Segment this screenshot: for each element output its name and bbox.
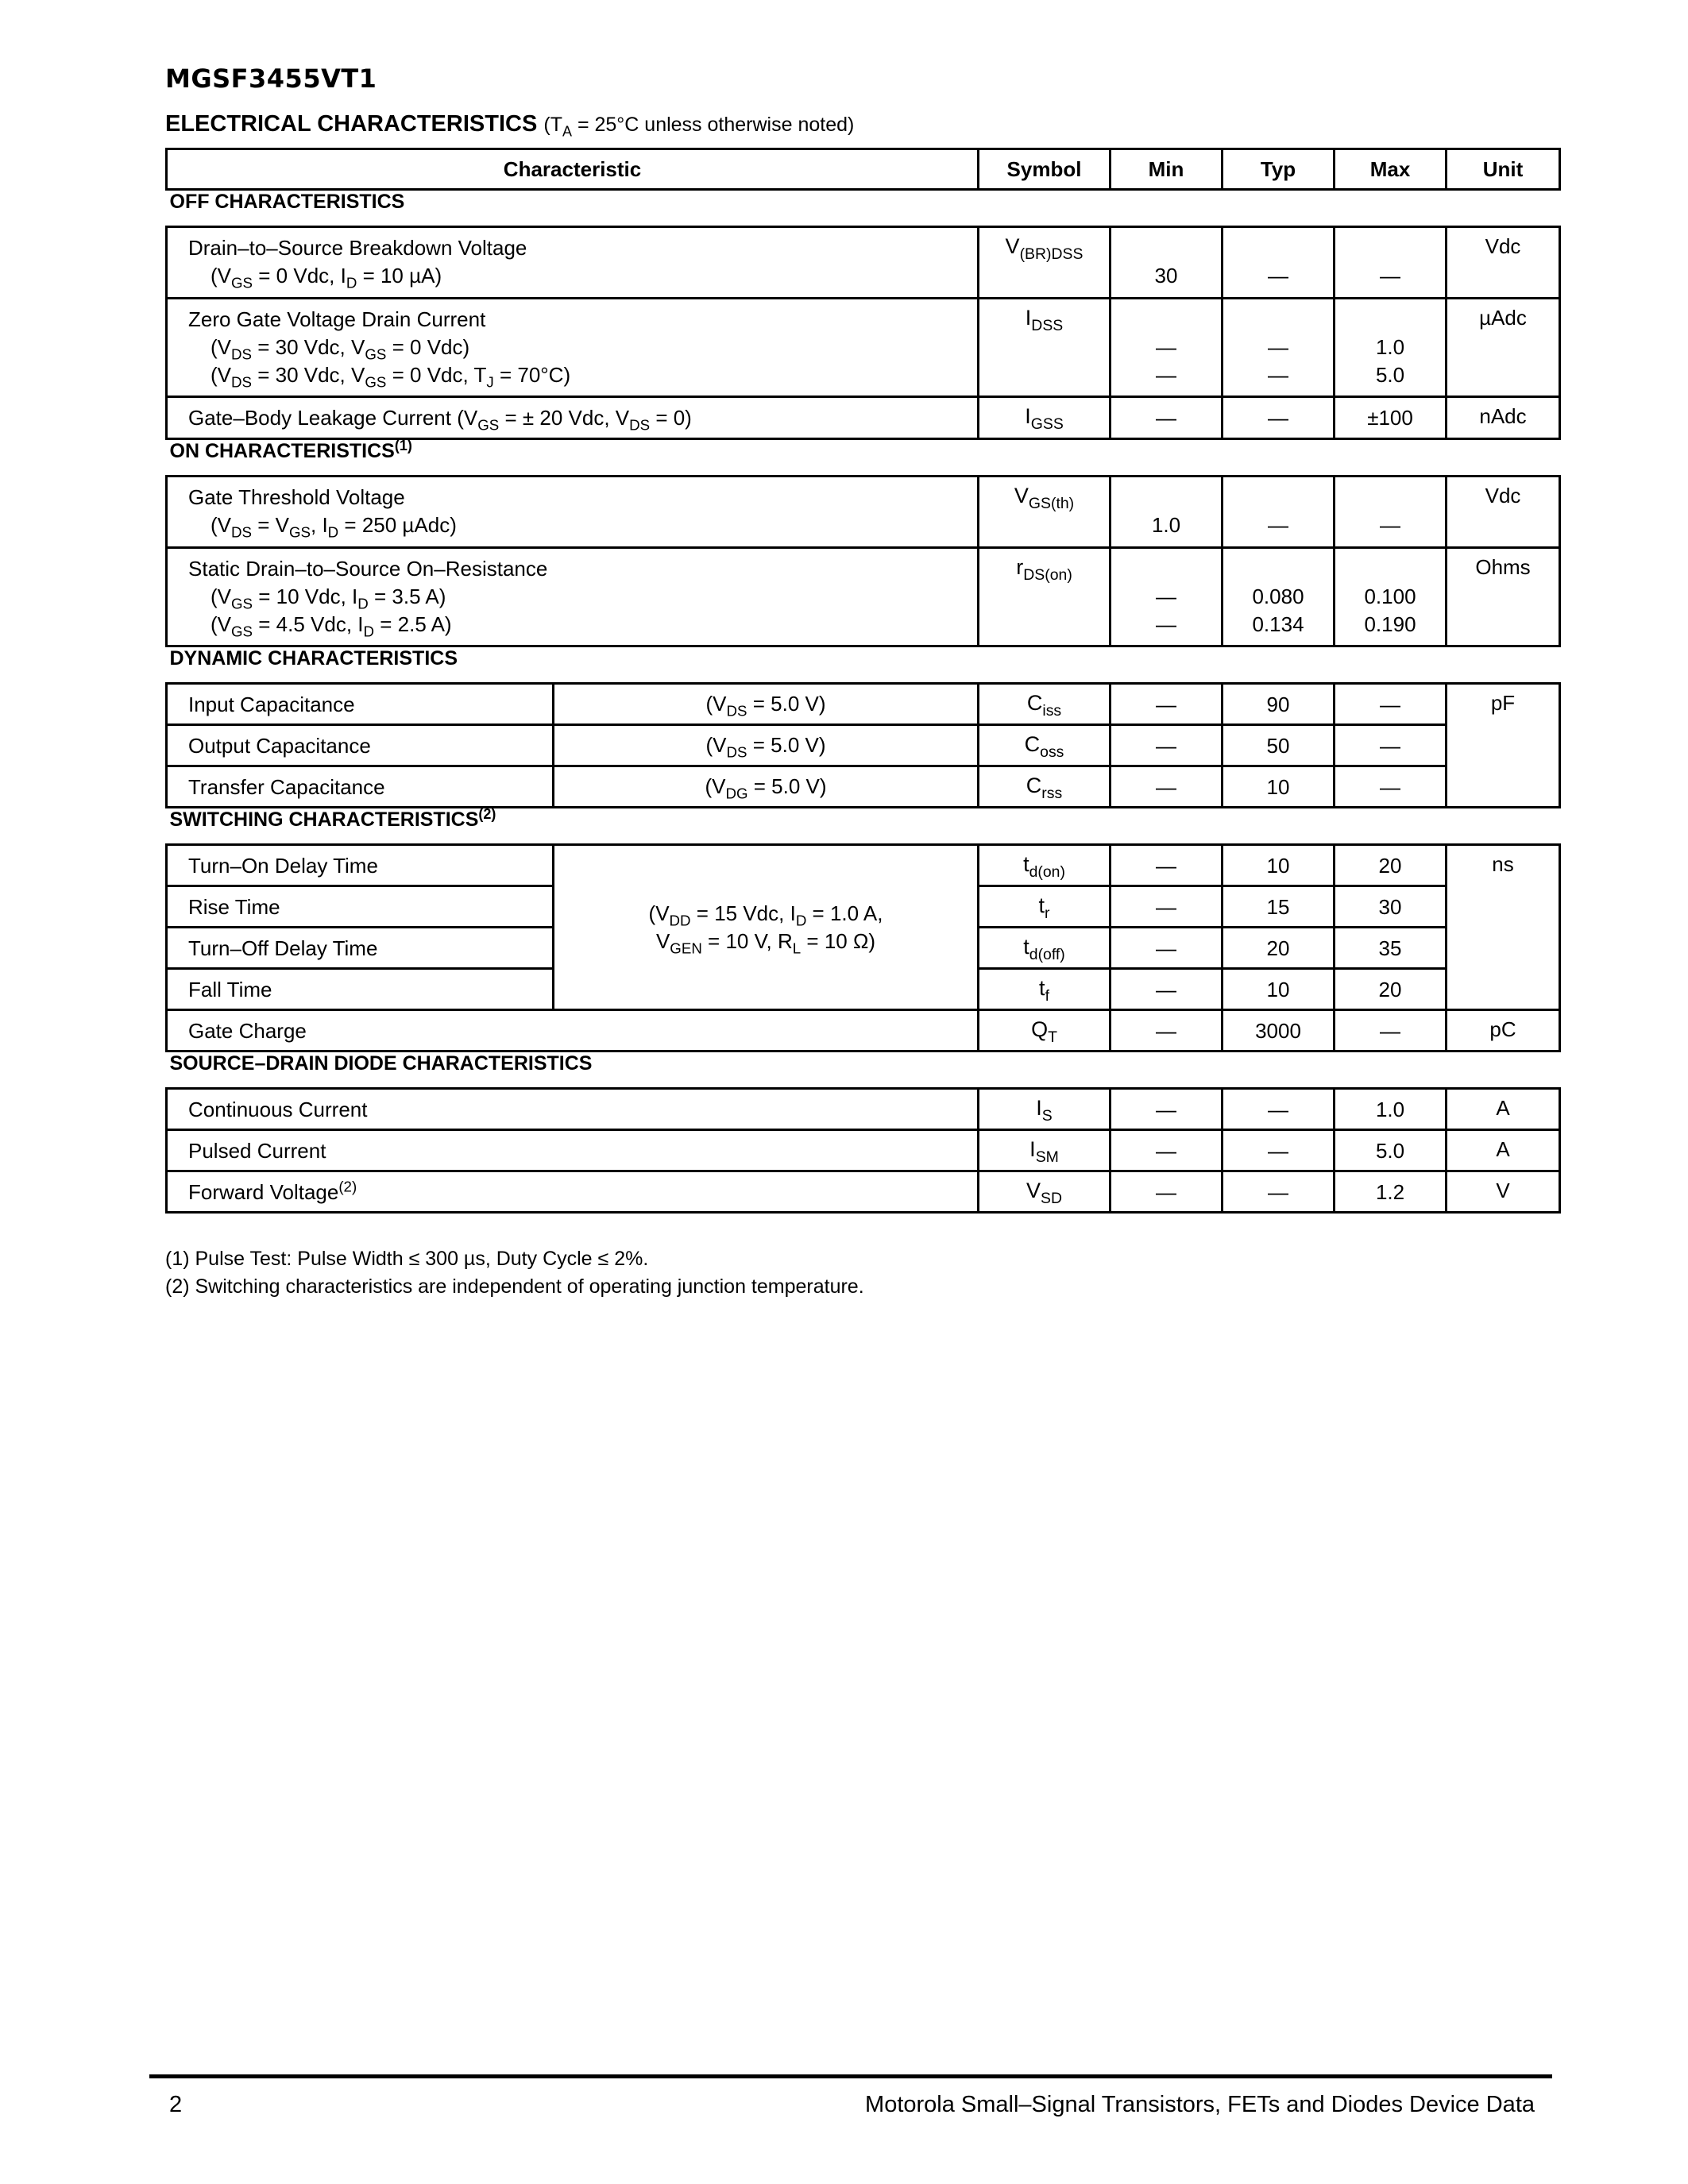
electrical-characteristics-table xyxy=(165,148,1561,1214)
min-value: — xyxy=(1111,886,1223,928)
section-heading: DYNAMIC CHARACTERISTICS xyxy=(167,646,1560,684)
unit: pC xyxy=(1447,1010,1560,1051)
min-value: — xyxy=(1111,1130,1223,1171)
section-source-drain xyxy=(167,1051,1560,1089)
unit: pF xyxy=(1447,684,1560,808)
symbol: $C_{rss}$ xyxy=(979,766,1111,808)
section-heading: SOURCE–DRAIN DIODE CHARACTERISTICS xyxy=(167,1051,1560,1089)
max-value: 1.0 xyxy=(1335,1089,1447,1130)
symbol: $t_{d(on)}$ xyxy=(979,845,1111,886)
characteristic-name: Gate Threshold Voltage xyxy=(188,485,405,509)
section-on xyxy=(167,439,1560,477)
max-value: 5.0 xyxy=(1335,1130,1447,1171)
test-condition: ($V_{GS} = 0$ Vdc, $I_D = 10$ µA) xyxy=(211,264,442,291)
max-value: — xyxy=(1335,1010,1447,1051)
characteristic-name: Static Drain–to–Source On–Resistance xyxy=(188,557,548,581)
min-value: — xyxy=(1111,845,1223,886)
test-condition: ($V_{DG} = 5.0$ V) xyxy=(554,766,979,808)
test-condition: ($V_{DD} = 15$ Vdc, $I_D = 1.0$ A, $V_{GEN} = 10$ V, $R_L = 10$ Ω) xyxy=(554,845,979,1010)
table-row xyxy=(167,1130,1560,1171)
unit: ns xyxy=(1447,845,1560,1010)
max-value: 30 xyxy=(1335,886,1447,928)
section-heading: OFF CHARACTERISTICS xyxy=(167,190,1560,227)
max-value: — xyxy=(1335,766,1447,808)
min-value: — xyxy=(1111,397,1223,439)
test-condition: ($V_{GS} = 4.5$ Vdc, $I_D = 2.5$ A) xyxy=(211,612,452,640)
unit: A xyxy=(1447,1130,1560,1171)
table-row xyxy=(167,299,1560,397)
max-value: — xyxy=(1335,725,1447,766)
min-value: — xyxy=(1111,928,1223,969)
max-value: ±100 xyxy=(1335,397,1447,439)
test-condition: ($V_{DS} = 30$ Vdc, $V_{GS} = 0$ Vdc) xyxy=(211,335,470,363)
table-row xyxy=(167,725,1560,766)
table-row xyxy=(167,548,1560,646)
characteristic-name: Output Capacitance xyxy=(167,725,554,766)
symbol: $I_S$ xyxy=(979,1089,1111,1130)
max-value: 35 xyxy=(1335,928,1447,969)
symbol: $V_{(BR)DSS}$ xyxy=(979,227,1111,299)
min-value: — xyxy=(1111,1010,1223,1051)
col-typ: Typ xyxy=(1223,149,1335,190)
typ-value: — xyxy=(1268,335,1289,359)
table-row xyxy=(167,684,1560,725)
symbol: $t_r$ xyxy=(979,886,1111,928)
symbol: $I_{SM}$ xyxy=(979,1130,1111,1171)
table-row xyxy=(167,1089,1560,1130)
typ-value: 20 xyxy=(1223,928,1335,969)
section-switching xyxy=(167,808,1560,845)
unit: Vdc xyxy=(1447,477,1560,548)
test-condition: ($V_{DS} = V_{GS}$, $I_D = 250$ µAdc) xyxy=(211,513,457,541)
header-row xyxy=(167,149,1560,190)
col-unit: Unit xyxy=(1447,149,1560,190)
max-value: 5.0 xyxy=(1375,363,1405,387)
max-value: — xyxy=(1335,684,1447,725)
typ-value: — xyxy=(1223,1089,1335,1130)
characteristic-name: Zero Gate Voltage Drain Current xyxy=(188,307,486,331)
symbol: $r_{DS(on)}$ xyxy=(979,548,1111,646)
section-heading: ON CHARACTERISTICS$^{(1)}$ xyxy=(167,439,1560,477)
min-value: — xyxy=(1156,363,1177,387)
unit: Vdc xyxy=(1447,227,1560,299)
col-characteristic: Characteristic xyxy=(167,149,979,190)
footnote-1: (1) Pulse Test: Pulse Width ≤ 300 µs, Duty Cycle ≤ 2%. xyxy=(165,1248,649,1270)
col-symbol: Symbol xyxy=(979,149,1111,190)
max-value: — xyxy=(1380,513,1401,537)
characteristic-name: Forward Voltage$^{(2)}$ xyxy=(167,1171,979,1213)
table-conditions: ($T_A = 25^\circ C$ unless otherwise noted) xyxy=(543,114,855,140)
footer-publication: Motorola Small–Signal Transistors, FETs and Diodes Device Data xyxy=(865,2092,1535,2117)
symbol: $V_{SD}$ xyxy=(979,1171,1111,1213)
typ-value: 0.080 xyxy=(1252,585,1304,608)
footnote-2: (2) Switching characteristics are independent of operating junction temperature. xyxy=(165,1275,864,1298)
characteristic-name: Drain–to–Source Breakdown Voltage xyxy=(188,236,527,260)
min-value: — xyxy=(1156,585,1177,608)
symbol: $V_{GS(th)}$ xyxy=(979,477,1111,548)
table-row xyxy=(167,845,1560,886)
typ-value: — xyxy=(1223,1171,1335,1213)
symbol: $C_{oss}$ xyxy=(979,725,1111,766)
typ-value: 10 xyxy=(1223,766,1335,808)
table-row: Gate–Body Leakage Current ($V_{GS}$ = ± 20 Vdc, $V_{DS} = 0$) $I_{GSS}$ — — ±100 nAdc xyxy=(167,397,1560,439)
test-condition: ($V_{DS} = 5.0$ V) xyxy=(554,725,979,766)
part-number: MGSF3455VT1 xyxy=(165,64,377,94)
characteristic-name: Turn–Off Delay Time xyxy=(167,928,554,969)
typ-value: — xyxy=(1223,1130,1335,1171)
max-value: 1.2 xyxy=(1335,1171,1447,1213)
characteristic-name: Gate Charge xyxy=(167,1010,979,1051)
min-value: — xyxy=(1111,725,1223,766)
typ-value: — xyxy=(1268,363,1289,387)
symbol: $t_{d(off)}$ xyxy=(979,928,1111,969)
characteristic-name: Pulsed Current xyxy=(167,1130,979,1171)
characteristic-name: Transfer Capacitance xyxy=(167,766,554,808)
max-value: 20 xyxy=(1335,845,1447,886)
footnotes xyxy=(165,1245,864,1301)
symbol: $Q_T$ xyxy=(979,1010,1111,1051)
min-value: — xyxy=(1156,612,1177,636)
typ-value: — xyxy=(1268,513,1289,537)
min-value: — xyxy=(1111,766,1223,808)
footer-rule xyxy=(149,2074,1552,2078)
section-off xyxy=(167,190,1560,227)
typ-value: — xyxy=(1268,264,1289,287)
test-condition: ($V_{DS} = 30$ Vdc, $V_{GS} = 0$ Vdc, $T_J = 70^\circ C$) xyxy=(211,363,571,391)
table-row xyxy=(167,477,1560,548)
symbol: $I_{GSS}$ xyxy=(979,397,1111,439)
typ-value: 10 xyxy=(1223,845,1335,886)
section-heading: SWITCHING CHARACTERISTICS$^{(2)}$ xyxy=(167,808,1560,845)
max-value: — xyxy=(1380,264,1401,287)
symbol: $C_{iss}$ xyxy=(979,684,1111,725)
typ-value: 3000 xyxy=(1223,1010,1335,1051)
characteristic-name: Gate–Body Leakage Current (V xyxy=(188,406,478,430)
table-title-text: ELECTRICAL CHARACTERISTICS xyxy=(165,111,538,137)
max-value: 1.0 xyxy=(1375,335,1405,359)
typ-value: 50 xyxy=(1223,725,1335,766)
table-row xyxy=(167,1171,1560,1213)
table-row xyxy=(167,227,1560,299)
min-value: — xyxy=(1111,1089,1223,1130)
col-max: Max xyxy=(1335,149,1447,190)
symbol: $t_f$ xyxy=(979,969,1111,1010)
typ-value: 15 xyxy=(1223,886,1335,928)
section-dynamic xyxy=(167,646,1560,684)
typ-value: — xyxy=(1223,397,1335,439)
table-row xyxy=(167,766,1560,808)
characteristic-name: Continuous Current xyxy=(167,1089,979,1130)
test-condition: ($V_{GS} = 10$ Vdc, $I_D = 3.5$ A) xyxy=(211,585,446,612)
min-value: 1.0 xyxy=(1151,513,1181,537)
unit: µAdc xyxy=(1447,299,1560,397)
typ-value: 0.134 xyxy=(1252,612,1304,636)
unit: nAdc xyxy=(1447,397,1560,439)
max-value: 0.100 xyxy=(1364,585,1416,608)
min-value: — xyxy=(1111,969,1223,1010)
min-value: — xyxy=(1111,1171,1223,1213)
page-number: 2 xyxy=(169,2092,183,2117)
unit: V xyxy=(1447,1171,1560,1213)
typ-value: 10 xyxy=(1223,969,1335,1010)
table-title xyxy=(165,111,855,140)
min-value: 30 xyxy=(1154,264,1178,287)
characteristic-name: Input Capacitance xyxy=(167,684,554,725)
col-min: Min xyxy=(1111,149,1223,190)
characteristic-name: Rise Time xyxy=(167,886,554,928)
unit: A xyxy=(1447,1089,1560,1130)
min-value: — xyxy=(1156,335,1177,359)
unit: Ohms xyxy=(1447,548,1560,646)
symbol: $I_{DSS}$ xyxy=(979,299,1111,397)
max-value: 20 xyxy=(1335,969,1447,1010)
table-row xyxy=(167,1010,1560,1051)
characteristic-name: Turn–On Delay Time xyxy=(167,845,554,886)
max-value: 0.190 xyxy=(1364,612,1416,636)
typ-value: 90 xyxy=(1223,684,1335,725)
characteristic-name: Fall Time xyxy=(167,969,554,1010)
min-value: — xyxy=(1111,684,1223,725)
test-condition: ($V_{DS} = 5.0$ V) xyxy=(554,684,979,725)
